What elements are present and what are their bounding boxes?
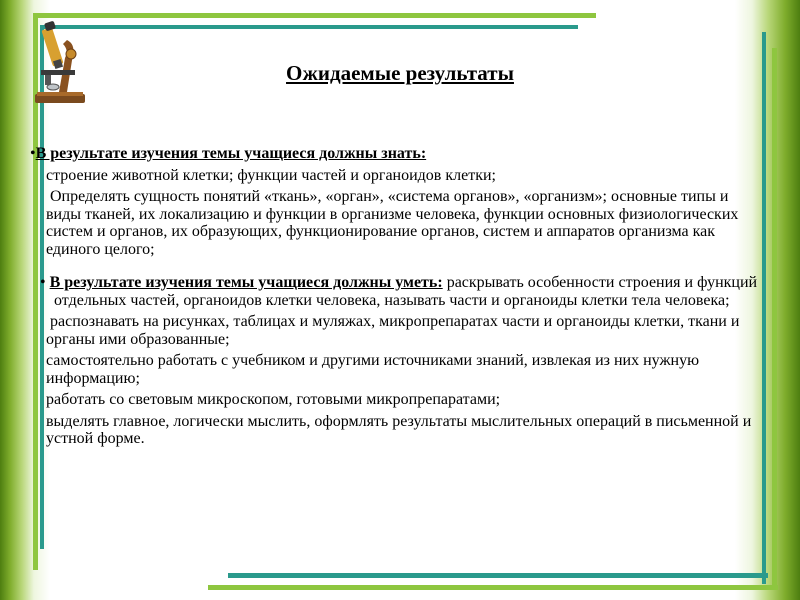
know-item: строение животной клетки; функции частей и органоидов клетки; bbox=[46, 166, 496, 184]
decor-bar-bottom-green bbox=[208, 585, 778, 590]
decor-bar-bottom-teal bbox=[228, 573, 768, 578]
able-item: распознавать на рисунках, таблицах и муляжах, микропрепаратах части и органоиды клетки, ткани и органы ими образованные; bbox=[46, 313, 744, 348]
know-item: Определять сущность понятий «ткань», «орган», «система органов», «организм»; основные типы и виды тканей, их локализацию и функции в организме человека, функции основных физиологических систем и органов, их образующих, функционирование органов, систем и аппаратов организма как единого целого; bbox=[46, 188, 743, 258]
able-item: работать со световым микроскопом, готовыми микропрепаратами; bbox=[46, 391, 501, 408]
slide-title: Ожидаемые результаты bbox=[286, 61, 514, 85]
decor-bar-right-green bbox=[772, 48, 777, 588]
able-item: выделять главное, логически мыслить, оформлять результаты мыслительных операций в письменной и устной форме. bbox=[46, 412, 752, 447]
know-section bbox=[30, 145, 760, 163]
able-heading: В результате изучения темы учащиеся должны уметь: bbox=[49, 274, 443, 291]
able-lead: раскрывать особенности строения и функций отдельных частей, органоидов клетки человека, называть части и органоиды клетки тела человека; bbox=[54, 274, 758, 309]
decor-bar-right-teal bbox=[762, 32, 766, 584]
decor-bar-top-green bbox=[33, 13, 596, 18]
know-heading: В результате изучения темы учащиеся должны знать: bbox=[35, 145, 427, 162]
able-section bbox=[38, 274, 760, 309]
slide-content bbox=[30, 145, 760, 448]
bullet: • bbox=[40, 274, 46, 291]
bullet: • bbox=[30, 145, 36, 162]
able-item: самостоятельно работать с учебником и другими источниками знаний, извлекая из них нужную информацию; bbox=[46, 352, 700, 387]
decor-bar-top-teal bbox=[40, 25, 578, 29]
